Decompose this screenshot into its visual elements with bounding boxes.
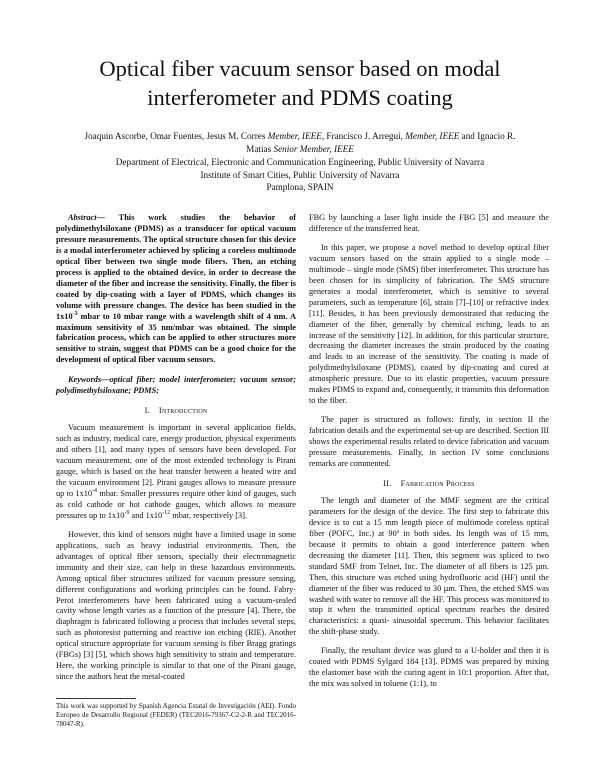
author-list <box>50 130 550 156</box>
section-title: Fabrication Process <box>400 478 475 488</box>
paper-title: Optical fiber vacuum sensor based on modal interferometer and PDMS coating <box>99 56 501 110</box>
author-role-2: Member, IEEE <box>405 131 460 141</box>
exponent: -4 <box>92 488 98 495</box>
section-title: Introduction <box>158 406 208 416</box>
authors-line1-mid: , Francisco J. Arregui, <box>321 131 406 141</box>
authors-line2-name: Matias <box>246 144 274 154</box>
abstract-text-2: mbar to 10 mbar range with a wavelength shift of 4 nm. A maximum sensitivity of 35 nm/mbar was obtained. The simple fabrication process, which can be applied to other structures more sensitive to strain, suggest that PDMS can be a good choice for the development of optical fiber vacuum sensors. <box>56 311 296 365</box>
fabrication-paragraph-2: Finally, the resultant device was glued to a U-holder and then it is coated with PDMS Sylgard 184 [13]. PDMS was prepared by mixing the elastomer base with the curing agent in 10:1 proportion. After that, the mix was solved in toluene (1:1), to <box>309 646 549 689</box>
exponent: -9 <box>124 510 130 517</box>
author-role-3: Senior Member, IEEE <box>273 144 354 154</box>
section-number: II. <box>383 478 392 488</box>
author-role-1: Member, IEEE <box>267 131 322 141</box>
exponent: -12 <box>162 510 171 517</box>
continued-paragraph: FBG by launching a laser light inside the FBG [5] and measure the difference of the transferred heat. <box>309 213 549 233</box>
intro-text: Vacuum measurement is important in several application fields, such as industry, medical care, energy production, physical experiments and others [1], and many types of sensors have been developed. For vacuum measurement, one of the most extended technology is Pirani gauge, which is based on the heat transfer between a heated wire and the vacuum environment [2]. Pirani gauges allows to measure pressure up to 1x10 <box>56 423 296 498</box>
funding-footnote: This work was supported by Spanish Agencia Estatal de Investigación (AEI). Fondo Europeo de Desarrollo Regional (FEDER) (TEC2016-79367-C2-2-R and TEC2016-78047-R). <box>56 702 296 729</box>
intro-text: mbar. Smaller pressures require other kind of gauges, such as cold cathode or hot cathode gauges, which allows to measure pressures up to 1x10 <box>56 488 296 520</box>
authors-line1-names: Joaquin Ascorbe, Omar Fuentes, Jesus M. Corres <box>84 131 268 141</box>
section-heading-introduction <box>56 406 296 417</box>
intro-text: and 1x10 <box>129 510 163 520</box>
section-number: I. <box>144 406 150 416</box>
abstract-exponent: -3 <box>72 310 78 317</box>
footnote-rule <box>56 698 136 699</box>
intro-paragraph-2: However, this kind of sensors might have a limited usage in some applications, such as heavy industrial environments. Then, the advantages of optical fiber sensors, specially their electromagnetic immunity and their size, can help in these hazardous environments. Among optical fiber structures utilized for vacuum pressure sensing, different configurations and working principles can be found. Fabry-Perot interferometers have been fabricated using a vacuum-sealed cavity whose length varies as a function of the pressure [4]. There, the diaphragm is fabricated following a process that includes several steps, such as photoresist patterning and reactive ion etching (RIE). Another optical structure appropriate for vacuum sensing is fiber Bragg gratings (FBGs) [3] [5], which shows high sensitivity to strain and temperature. Here, the working principle is similar to that one of the Pirani gauge, since the authors heat the metal-coated <box>56 529 296 682</box>
abstract-label: Abstract— <box>68 213 105 222</box>
left-column <box>56 213 296 683</box>
affiliation-line: Pamplona, SPAIN <box>266 182 334 192</box>
intro-paragraph-1 <box>56 423 296 522</box>
fabrication-paragraph-1: The length and diameter of the MMF segment are the critical parameters for the design of the device. The first step to fabricate this device is to cut a 15 mm length piece of multimode coreless optical fiber (POFC, Inc.) at 90º in both sides. Its length was of 15 mm, because it permits to obtain a good interference pattern when decreasing the diameter [11]. Then, this segment was spliced to two standard SMF from Telnet, Inc. The diameter of all fibers is 125 µm. Then, this structure was etched using hydrofluoric acid (HF) until the diameter of the fiber was reduced to 30 µm. Then, the etched SMS was washed with water to remove all the HF. This process was monitored to stop it when the transmitted optical spectrum reaches the desired characteristics: a quasi- sinusoidal spectrum. This behavior facilitates the shift-phase study. <box>309 495 549 637</box>
authors-line1-end: and Ignacio R. <box>459 131 516 141</box>
affiliation-line: Department of Electrical, Electronic and Communication Engineering, Public University of Navarra <box>115 157 485 167</box>
keywords: Keywords—optical fiber; model interferometer; vacuum sensor; polydimethylsiloxane; PDMS; <box>56 375 296 396</box>
affiliation <box>50 156 550 194</box>
section-heading-fabrication <box>309 479 549 490</box>
abstract-text: This work studies the behavior of polydimethylsiloxane (PDMS) as a transducer for optical vacuum pressure measurements. The optical structure chosen for this device is a modal interferometer achieved by splicing a coreless multimode optical fiber between two single mode fibers. Then, an etching process is applied to the obtained device, in order to decrease the diameter of the fiber and increase the sensitivity. Finally, the fiber is coated by dip-coating with a layer of PDMS, which changes its volume with pressure changes. The device has been studied in the 1x10 <box>56 213 296 321</box>
abstract <box>56 213 296 366</box>
intro-paragraph-3: In this paper, we propose a novel method to develop optical fiber vacuum sensors based on the strain applied to a single mode – multimode – single mode (SMS) fiber interferometer. This structure has been chosen for its simplicity of fabrication. The SMS structure generates a modal interferometer, which is sensitive to several parameters, such as temperature [6], strain [7]–[10] or refractive index [11]. Besides, it has been previously demonstrated that reducing the diameter of the fiber, generally by chemical etching, leads to an increase of the sensitivity [12]. In addition, for this particular structure, decreasing the diameter increases the strain produced by the coating and leads to an increase of the sensitivity. The coating is made of polydimethylsiloxane (PDMS), coated by dip-coating and cured at atmospheric pressure. Due to its elastic properties, vacuum pressure makes PDMS to expand and, consequently, it transmits this deformation to the fiber. <box>309 242 549 406</box>
affiliation-line: Institute of Smart Cities, Public University of Navarra <box>200 169 400 180</box>
right-column <box>309 213 549 690</box>
intro-paragraph-4: The paper is structured as follows: firstly, in section II the fabrication details and the experimental set-up are described. Section III shows the experimental results related to device fabrication and vacuum pressure measurements. Finally, in section IV some conclusions remarks are commented. <box>309 415 549 469</box>
intro-text: mbar, respectively [3]. <box>170 510 248 520</box>
